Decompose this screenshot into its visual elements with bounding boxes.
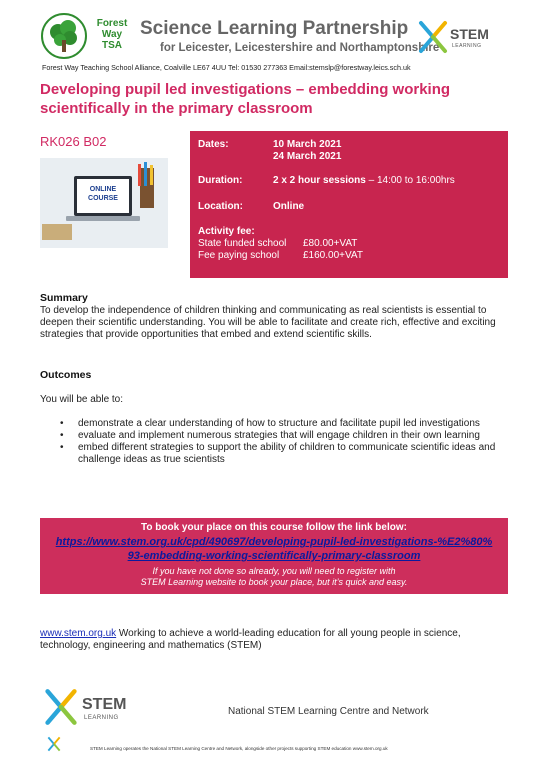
outcome-text: demonstrate a clear understanding of how to structure and facilitate pupil led investigations — [78, 418, 480, 429]
outcome-text: evaluate and implement numerous strategies that will engage children in their own learning — [78, 430, 480, 441]
duration-value — [273, 175, 455, 186]
fee-paying-value: £160.00+VAT — [303, 250, 363, 261]
booking-note — [40, 566, 508, 588]
course-heading: Developing pupil led investigations – embedding working scientifically in the primary classroom — [40, 81, 451, 117]
stem-x-icon — [418, 20, 448, 54]
stem-logo-sublabel: LEARNING — [84, 715, 119, 721]
online-course-image — [40, 158, 168, 248]
outcomes-title: Outcomes — [40, 369, 92, 381]
network-label: National STEM Learning Centre and Network — [228, 706, 429, 717]
page-subtitle: for Leicester, Leicestershire and Northamptonshire — [160, 42, 440, 54]
fee-paying — [198, 250, 363, 261]
duration-label: Duration: — [198, 175, 243, 186]
list-item: • embed different strategies to support the ability of children to communicate scientific ideas and challenge ideas as true scientists — [60, 442, 496, 465]
booking-note-2: STEM Learning website to book your place, but it’s quick and easy. — [140, 577, 408, 587]
duration-bold: 2 x 2 hour sessions — [273, 175, 366, 186]
fine-print: STEM Learning operates the National STEM Learning Centre and Network, alongside other projects supporting STEM education www.stem.org.uk — [90, 746, 388, 751]
fee-label: Activity fee: — [198, 226, 255, 237]
outcomes-intro: You will be able to: — [40, 394, 124, 405]
course-info-box — [190, 131, 508, 278]
booking-link[interactable]: https://www.stem.org.uk/cpd/490697/developing-pupil-led-investigations-%E2%80%93-embedding-working-scientifically-primary-classroom — [55, 536, 493, 562]
fee-state-value: £80.00+VAT — [303, 238, 358, 249]
list-item: • evaluate and implement numerous strategies that will engage children in their own learning — [60, 430, 480, 441]
outcome-text: embed different strategies to support the ability of children to communicate scientific ideas and challenge ideas as true scientists — [78, 442, 496, 465]
list-item: • demonstrate a clear understanding of how to structure and facilitate pupil led investigations — [60, 418, 480, 429]
location-label: Location: — [198, 201, 243, 212]
booking-note-1: If you have not done so already, you will need to register with — [152, 566, 396, 576]
tagline-text: Working to achieve a world-leading education for all young people in science, technology, engineering and mathematics (STEM) — [40, 628, 461, 651]
duration-times: – 14:00 to 16:00hrs — [365, 175, 455, 186]
fee-state-label: State funded school — [198, 238, 287, 249]
image-caption-2: COURSE — [88, 195, 118, 202]
stem-small-icon — [46, 736, 62, 752]
stem-logo-sublabel: LEARNING — [452, 43, 482, 49]
forest-logo-text: Forest Way TSA — [96, 18, 128, 51]
tree-icon — [40, 12, 88, 60]
fee-state — [198, 238, 358, 249]
fee-paying-label: Fee paying school — [198, 250, 280, 261]
stem-logo-label: STEM — [450, 26, 489, 42]
course-code: RK026 B02 — [40, 134, 107, 149]
image-caption-1: ONLINE — [89, 186, 117, 193]
stem-logo-label: STEM — [82, 696, 127, 713]
footer-tagline — [40, 628, 506, 652]
summary-title: Summary — [40, 292, 88, 304]
forest-way-logo — [40, 12, 128, 60]
outcomes-list — [40, 418, 506, 466]
location-value: Online — [273, 201, 305, 212]
date-2: 24 March 2021 — [273, 151, 342, 162]
stem-x-icon — [44, 688, 78, 726]
stem-learning-logo-footer — [44, 688, 140, 728]
stem-learning-logo — [418, 20, 498, 56]
contact-details: Forest Way Teaching School Alliance, Coalville LE67 4UU Tel: 01530 277363 Email:stemslp@forestway.leics.sch.uk — [42, 63, 411, 72]
summary-text: To develop the independence of children thinking and communicating as real scientists is essential to deepen their scientific understanding. You will be able to facilitate and create rich, effective and exciting strategies that provide opportunities that embed and extend scientific skills. — [40, 305, 496, 340]
booking-title: To book your place on this course follow the link below: — [141, 522, 407, 533]
date-1: 10 March 2021 — [273, 139, 342, 150]
page-title: Science Learning Partnership — [140, 18, 409, 39]
booking-box — [40, 518, 508, 594]
stem-website-link[interactable]: www.stem.org.uk — [40, 628, 117, 639]
dates-label: Dates: — [198, 139, 229, 150]
